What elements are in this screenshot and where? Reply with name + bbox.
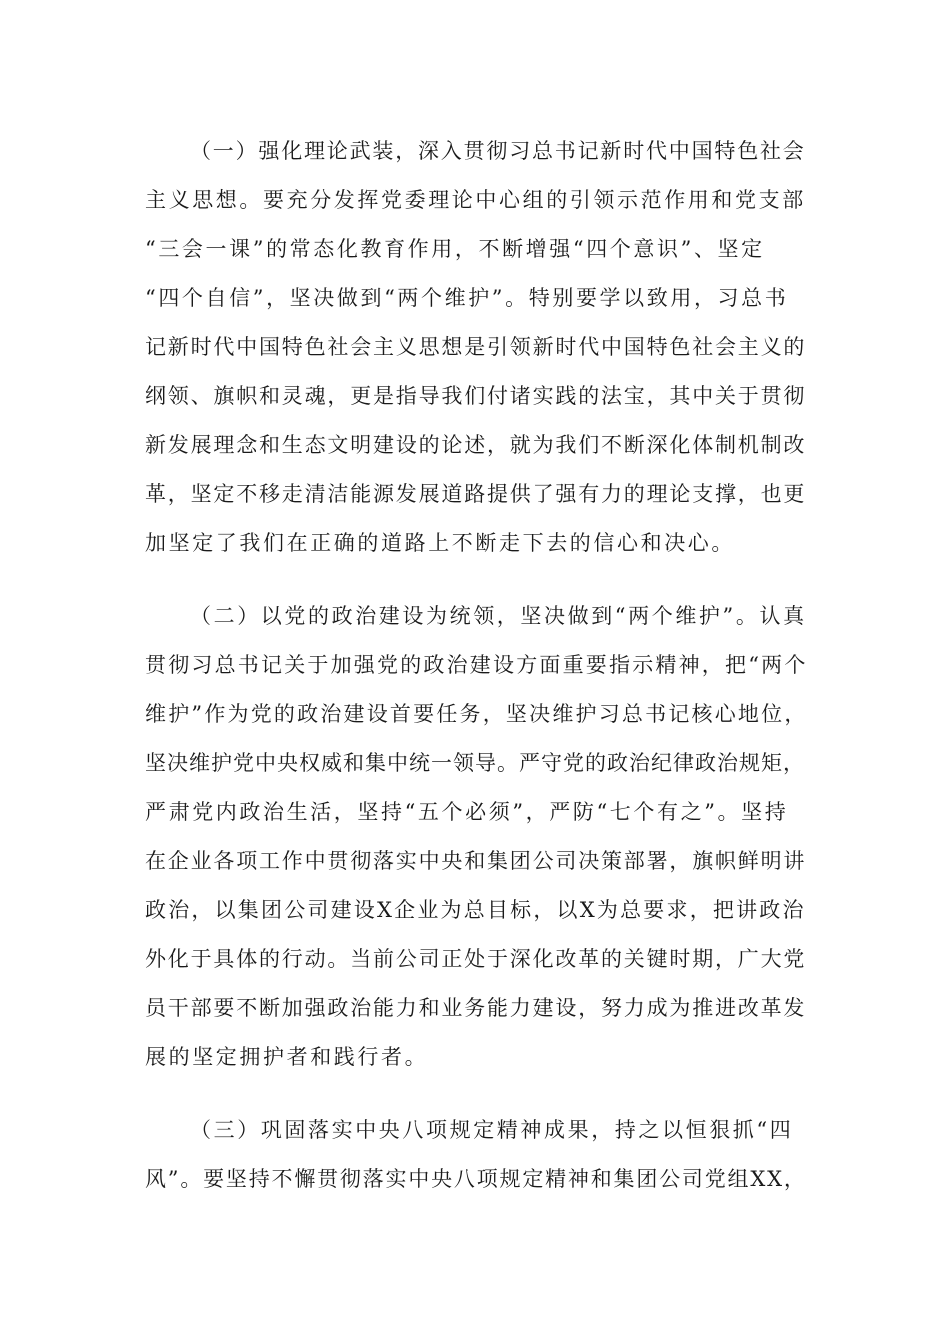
paragraph-line: 革，坚定不移走清洁能源发展道路提供了强有力的理论支撑，也更 (145, 482, 807, 506)
paragraph-line: 新发展理念和生态文明建设的论述，就为我们不断深化体制机制改 (145, 433, 807, 457)
paragraph-line: “四个自信”，坚决做到“两个维护”。特别要学以致用，习总书 (145, 286, 789, 310)
paragraph-line: 维护”作为党的政治建设首要任务，坚决维护习总书记核心地位， (145, 702, 808, 726)
paragraph-line: 外化于具体的行动。当前公司正处于深化改革的关键时期，广大党 (145, 947, 807, 971)
paragraph-line: 风”。要坚持不懈贯彻落实中央八项规定精神和集团公司党组XX， (145, 1167, 807, 1191)
paragraph-line: 纲领、旗帜和灵魂，更是指导我们付诸实践的法宝，其中关于贯彻 (145, 384, 807, 408)
paragraph-line: 政治，以集团公司建设X企业为总目标，以X为总要求，把讲政治 (145, 898, 806, 922)
paragraph-line: （三）巩固落实中央八项规定精神成果，持之以恒狠抓“四 (190, 1118, 794, 1142)
paragraph-line: （一）强化理论武装，深入贯彻习总书记新时代中国特色社会 (190, 139, 806, 163)
paragraph-line: （二）以党的政治建设为统领，坚决做到“两个维护”。认真 (190, 604, 807, 628)
paragraph-line: 展的坚定拥护者和践行者。 (145, 1045, 429, 1069)
paragraph-line: 加坚定了我们在正确的道路上不断走下去的信心和决心。 (145, 531, 735, 555)
paragraph-line: 员干部要不断加强政治能力和业务能力建设，努力成为推进改革发 (145, 996, 807, 1020)
paragraph-line: 主义思想。要充分发挥党委理论中心组的引领示范作用和党支部 (145, 188, 806, 212)
paragraph-line: “三会一课”的常态化教育作用，不断增强“四个意识”、坚定 (145, 237, 765, 261)
paragraph-line: 贯彻习总书记关于加强党的政治建设方面重要指示精神，把“两个 (145, 653, 808, 677)
paragraph-line: 严肃党内政治生活，坚持“五个必须”，严防“七个有之”。坚持 (145, 800, 789, 824)
paragraph-line: 在企业各项工作中贯彻落实中央和集团公司决策部署，旗帜鲜明讲 (145, 849, 807, 873)
paragraph-line: 记新时代中国特色社会主义思想是引领新时代中国特色社会主义的 (145, 335, 807, 359)
paragraph-line: 坚决维护党中央权威和集中统一领导。严守党的政治纪律政治规矩， (145, 751, 805, 775)
